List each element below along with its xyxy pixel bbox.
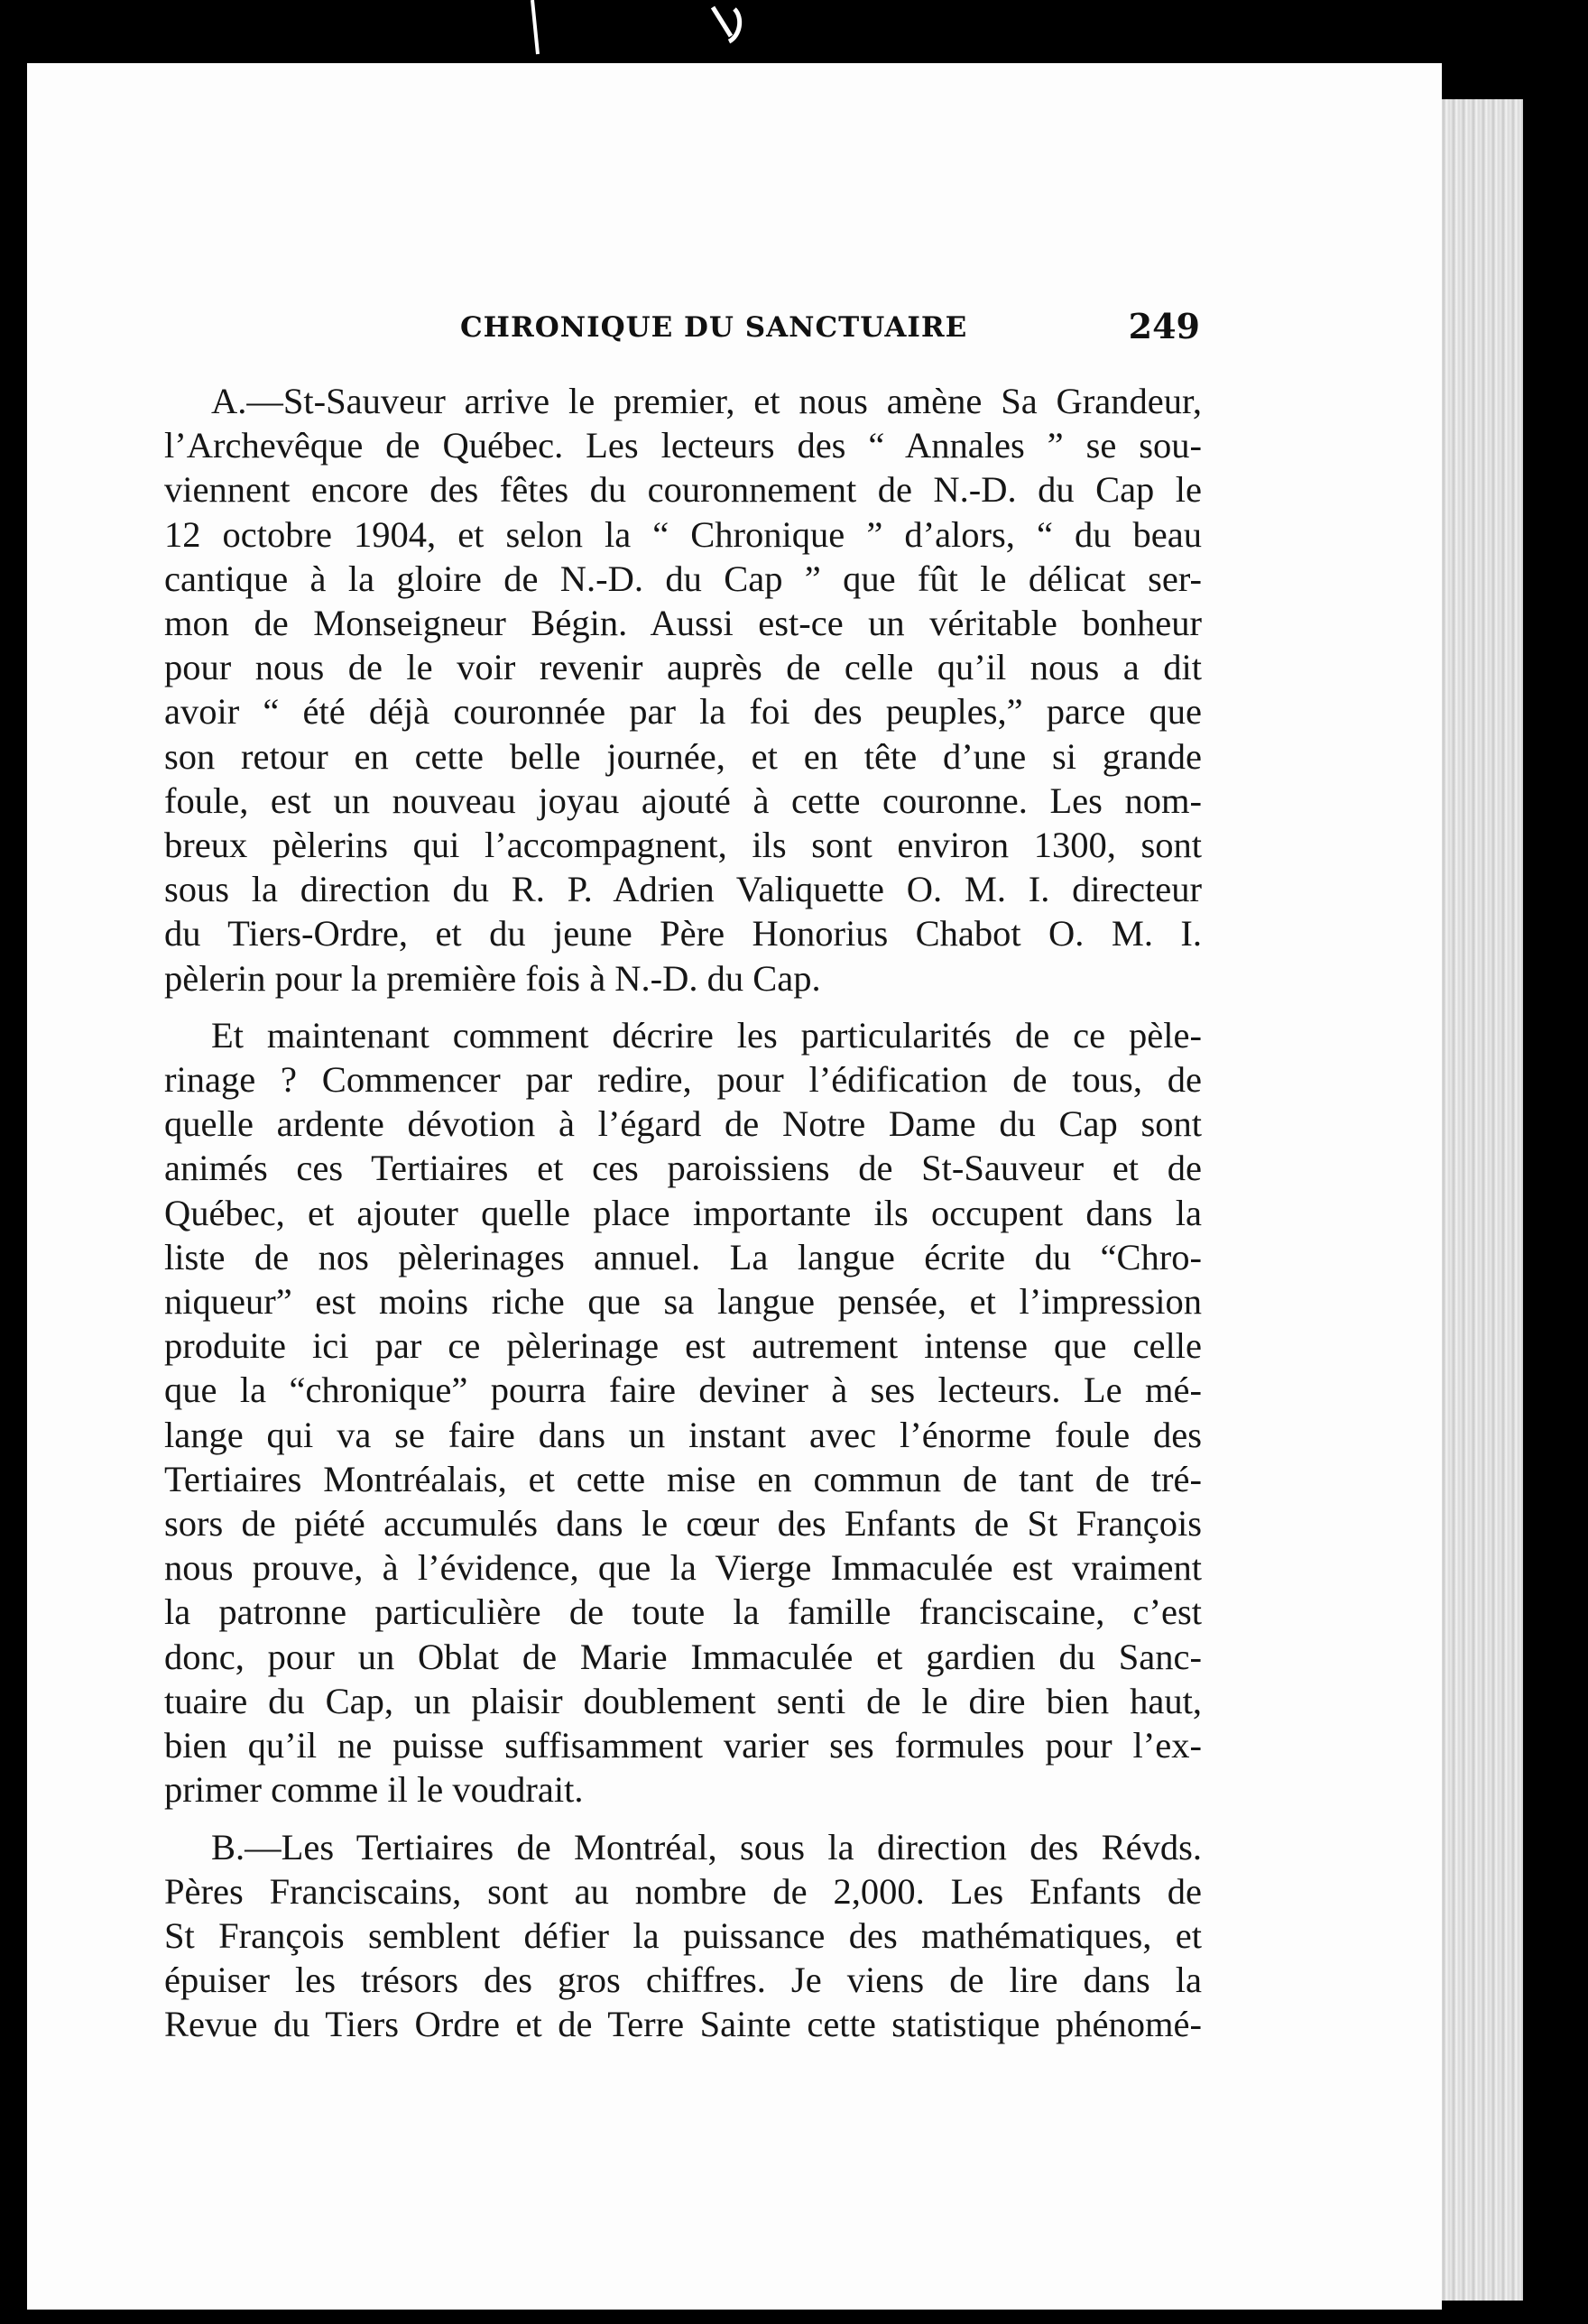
body-text [164,379,1202,2047]
page-header [162,306,1200,365]
film-border-left [0,0,25,2324]
text-line: B.—Les Tertiaires de Montréal, sous la direction des Révds. [211,1826,1202,1868]
running-head: CHRONIQUE DU SANCTUAIRE [460,311,968,344]
text-line: liste de nos pèlerinages annuel. La langue écrite du “Chro- [164,1236,1202,1277]
text-line: Revue du Tiers Ordre et de Terre Sainte cette statistique phénomé- [164,2004,1202,2045]
text-line: breux pèlerins qui l’accompagnent, ils sont environ 1300, sont [164,825,1202,866]
text-line: cantique à la gloire de N.-D. du Cap ” que fût le délicat ser- [164,558,1202,599]
text-line: pèlerin pour la première fois à N.-D. du Cap. [164,957,821,999]
text-line: pour nous de le voir revenir auprès de celle qu’il nous a dit [164,647,1202,688]
text-line: que la “chronique” pourra faire deviner à ses lecteurs. Le mé- [164,1370,1202,1411]
text-line: l’Archevêque de Québec. Les lecteurs des “ Annales ” se sou- [164,425,1202,466]
text-line: Et maintenant comment décrire les particularités de ce pèle- [211,1014,1202,1056]
page-number: 249 [1128,306,1200,346]
ink-stroke-icon [523,0,550,63]
text-line: sous la direction du R. P. Adrien Valiquette O. M. I. directeur [164,869,1202,910]
text-line: lange qui va se faire dans un instant avec l’énorme foule des [164,1414,1202,1455]
text-line: produite ici par ce pèlerinage est autrement intense que celle [164,1325,1202,1367]
text-line: bien qu’il ne puisse suffisamment varier ses formules pour l’ex- [164,1725,1202,1766]
text-line: Québec, et ajouter quelle place importante ils occupent dans la [164,1192,1202,1233]
text-line: Tertiaires Montréalais, et cette mise en commun de tant de tré- [164,1458,1202,1499]
text-line: nous prouve, à l’évidence, que la Vierge Immaculée est vraiment [164,1547,1202,1589]
text-line: tuaire du Cap, un plaisir doublement senti de le dire bien haut, [164,1680,1202,1721]
text-line: son retour en cette belle journée, et en tête d’une si grande [164,735,1202,777]
text-line: A.—St-Sauveur arrive le premier, et nous amène Sa Grandeur, [211,381,1202,421]
text-line: rinage ? Commencer par redire, pour l’édification de tous, de [164,1059,1202,1101]
text-line: foule, est un nouveau joyau ajouté à cette couronne. Les nom- [164,779,1202,821]
text-line: St François semblent défier la puissance des mathématiques, et [164,1914,1202,1956]
text-line: la patronne particulière de toute la famille franciscaine, c’est [164,1591,1202,1633]
paragraph-gap [164,1001,1202,1013]
text-line: primer comme il le voudrait. [164,1769,584,1811]
text-line: niqueur” est moins riche que sa langue pensée, et l’impression [164,1281,1202,1323]
text-line: animés ces Tertiaires et ces paroissiens de St-Sauveur et de [164,1148,1202,1189]
text-line: viennent encore des fêtes du couronnement de N.-D. du Cap le [164,469,1202,511]
text-line: donc, pour un Oblat de Marie Immaculée et gardien du Sanc- [164,1636,1202,1677]
text-line: épuiser les trésors des gros chiffres. Je viens de lire dans la [164,1960,1202,2001]
text-line: avoir “ été déjà couronnée par la foi des peuples,” parce que [164,691,1202,733]
text-line: mon de Monseigneur Bégin. Aussi est-ce un véritable bonheur [164,603,1202,644]
text-line: sors de piété accumulés dans le cœur des Enfants de St François [164,1503,1202,1545]
paragraph-b [164,1825,1202,2047]
text-line: Pères Franciscains, sont au nombre de 2,000. Les Enfants de [164,1870,1202,1912]
text-line: du Tiers-Ordre, et du jeune Père Honorius Chabot O. M. I. [164,913,1202,954]
paragraph-a [164,379,1202,1001]
text-line: 12 octobre 1904, et selon la “ Chronique ” d’alors, “ du beau [164,513,1202,555]
text-line: quelle ardente dévotion à l’égard de Notre Dame du Cap sont [164,1103,1202,1145]
film-border-right [1523,0,1588,2324]
ink-mark-icon [704,0,758,63]
paragraph-gap [164,1812,1202,1825]
paragraph-main [164,1013,1202,1812]
